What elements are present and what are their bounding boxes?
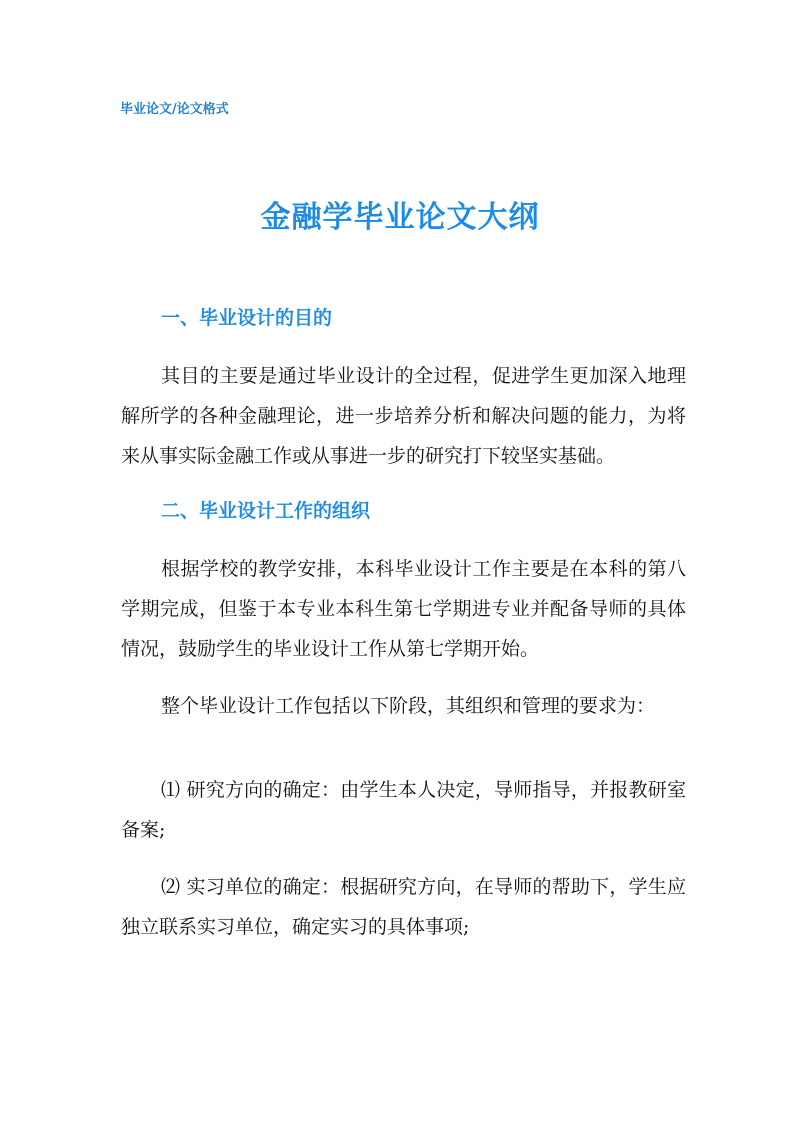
paragraph-purpose: 其目的主要是通过毕业设计的全过程，促进学生更加深入地理解所学的各种金融理论，进一步培养分析和解决问题的能力，为将来从事实际金融工作或从事进一步的研究打下较坚实基础。 [121,365,686,467]
paragraph-stages-intro: 整个毕业设计工作包括以下阶段，其组织和管理的要求为： [161,695,656,717]
breadcrumb[interactable]: 毕业论文/论文格式 [120,102,229,117]
paragraph-schedule: 根据学校的教学安排，本科毕业设计工作主要是在本科的第八学期完成，但鉴于本专业本科生第七学期进专业并配备导师的具体情况，鼓励学生的毕业设计工作从第七学期开始。 [121,558,686,660]
section-heading-organization: 二、毕业设计工作的组织 [161,500,371,522]
section-heading-purpose: 一、毕业设计的目的 [161,307,333,329]
list-item-research-direction: ⑴ 研究方向的确定：由学生本人决定，导师指导，并报教研室备案; [121,779,686,841]
list-item-internship-unit: ⑵ 实习单位的确定：根据研究方向，在导师的帮助下，学生应独立联系实习单位，确定实习的具体事项; [121,876,686,938]
page-title: 金融学毕业论文大纲 [260,200,540,235]
document-body [121,300,686,947]
